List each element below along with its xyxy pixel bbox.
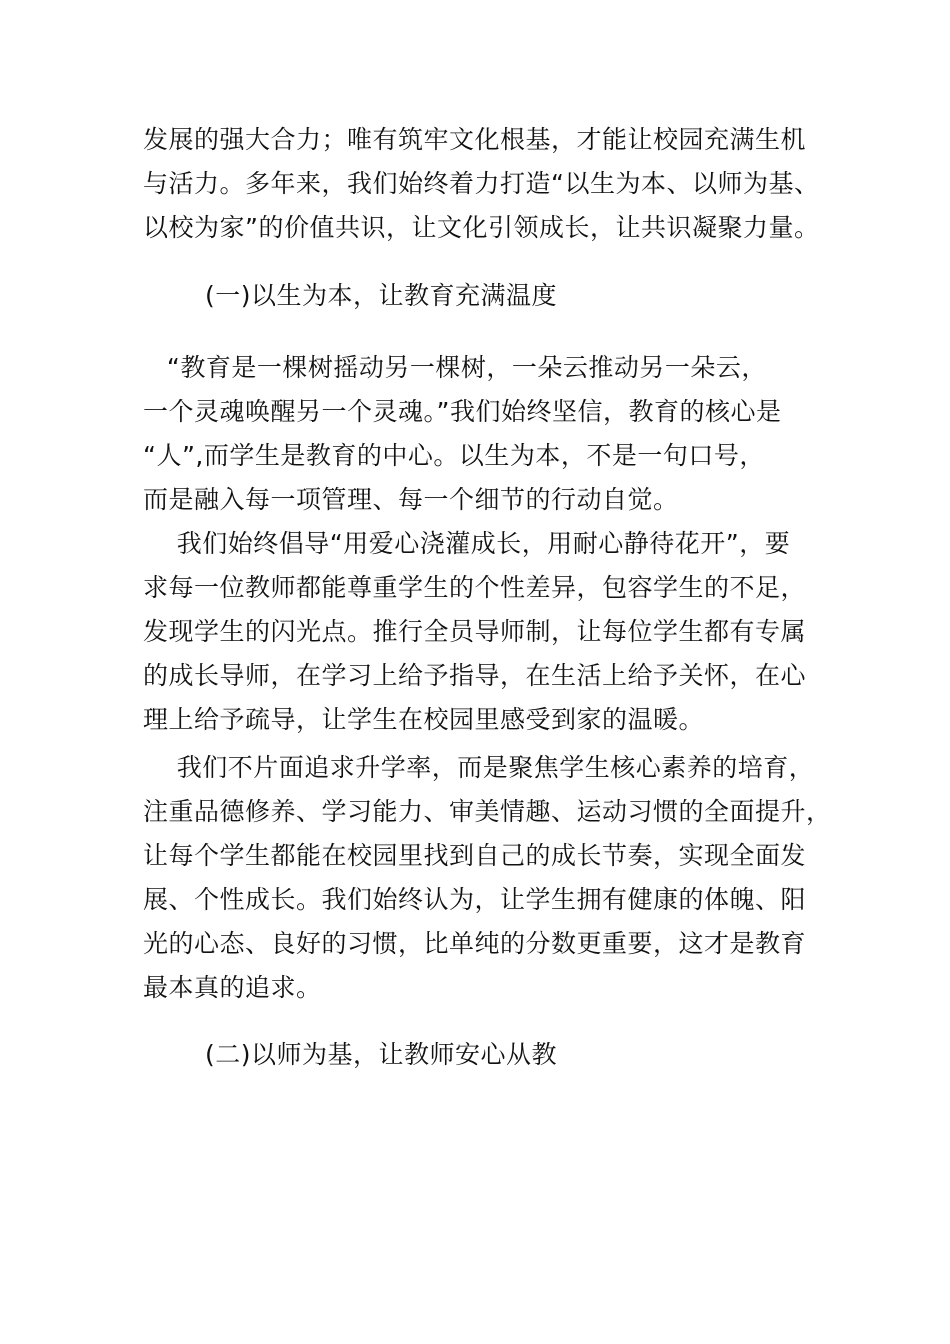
section1-paragraph-2 <box>143 522 833 742</box>
text-line: 以校为家”的价值共识，让文化引领成长，让共识凝聚力量。 <box>143 213 820 242</box>
text-line: 让每个学生都能在校园里找到自己的成长节奏，实现全面发 <box>143 841 807 870</box>
text-line: 与活力。多年来，我们始终着力打造“以生为本、以师为基、 <box>143 169 820 198</box>
section1-paragraph-3 <box>143 746 833 1010</box>
text-line: 光的心态、良好的习惯，比单纯的分数更重要，这才是教育 <box>143 929 807 958</box>
text-line: 发展的强大合力；唯有筑牢文化根基，才能让校园充满生机 <box>143 125 807 154</box>
text-line: 最本真的追求。 <box>143 973 322 1002</box>
text-line: 我们不片面追求升学率，而是聚焦学生核心素养的培育， <box>143 753 815 782</box>
section-heading-2: (二)以师为基，让教师安心从教 <box>205 1040 558 1069</box>
text-line: 展、个性成长。我们始终认为，让学生拥有健康的体魄、阳 <box>143 885 807 914</box>
text-line: 求每一位教师都能尊重学生的个性差异，包容学生的不足， <box>143 573 807 602</box>
text-line: 发现学生的闪光点。推行全员导师制，让每位学生都有专属 <box>143 617 807 646</box>
text-line: 理上给予疏导，让学生在校园里感受到家的温暖。 <box>143 705 705 734</box>
text-line: 而是融入每一项管理、每一个细节的行动自觉。 <box>143 485 679 514</box>
text-line: 一个灵魂唤醒另一个灵魂。”我们始终坚信，教育的核心是 <box>143 397 782 426</box>
text-line: 注重品德修养、学习能力、审美情趣、运动习惯的全面提升， <box>143 797 832 826</box>
text-line: “教育是一棵树摇动另一棵树，一朵云推动另一朵云， <box>150 353 767 382</box>
text-line: “人”,而学生是教育的中心。以生为本，不是一句口号， <box>143 441 765 470</box>
text-line: 的成长导师，在学习上给予指导，在生活上给予关怀，在心 <box>143 661 807 690</box>
section-heading-1: (一)以生为本，让教育充满温度 <box>205 281 558 310</box>
intro-paragraph <box>143 118 833 250</box>
text-line: 我们始终倡导“用爱心浇灌成长，用耐心静待花开”，要 <box>143 529 791 558</box>
section1-paragraph-1 <box>143 346 840 522</box>
